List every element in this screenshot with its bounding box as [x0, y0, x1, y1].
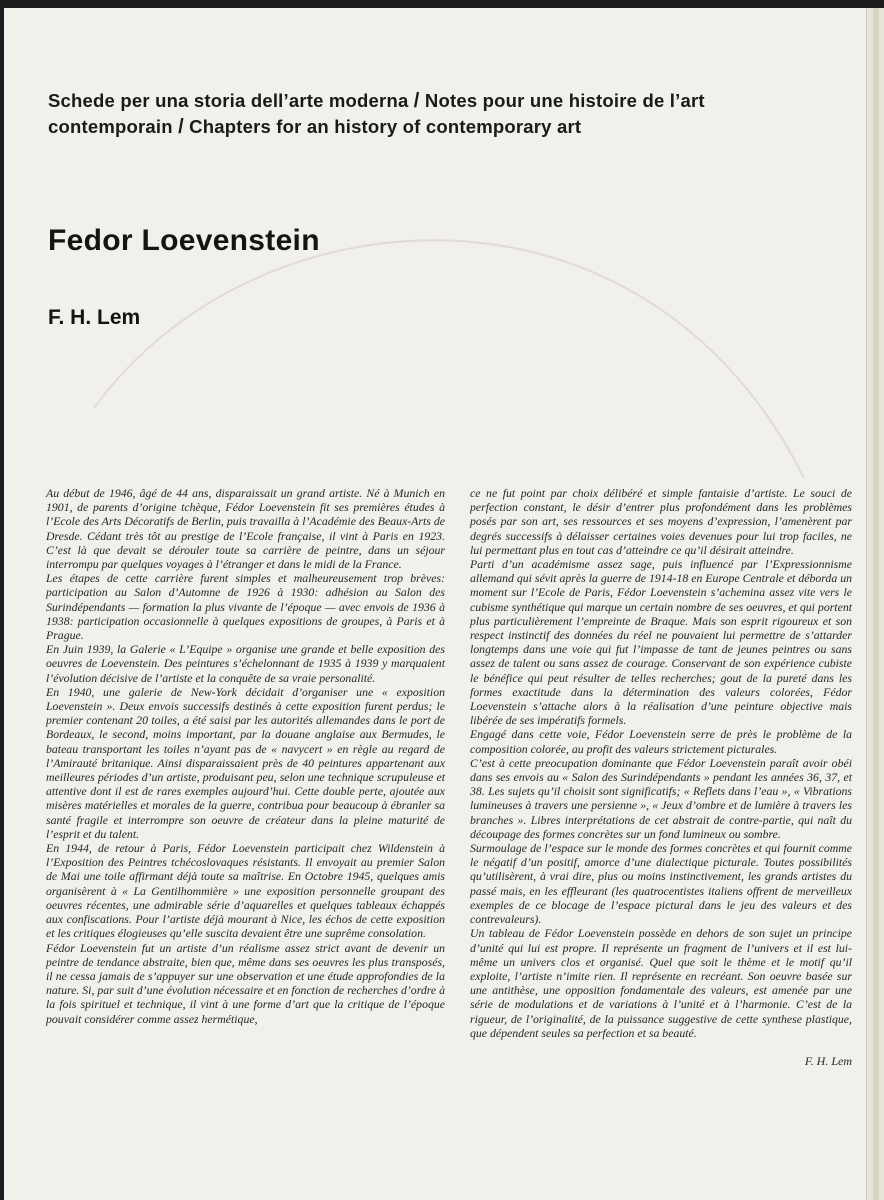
facing-page-edge — [866, 8, 884, 1200]
article-title: Fedor Loevenstein — [48, 224, 320, 257]
article-signature: F. H. Lem — [804, 1054, 852, 1068]
paragraph: En 1944, de retour à Paris, Fédor Loevenstein participait chez Wildenstein à l’Exposition des Peintres tchécoslovaques résistants. Il envoyait au premier Salon de Mai une toile affirmant déjà toute sa maîtrise. En Octobre 1945, quelques amis organisèrent à « La Gentilhommière » une exposition personnelle groupant des oeuvres récentes, une admirable série d’aquarelles et quelques tableaux échappés aux confiscations. Pour l’artiste déjà mourant à Nice, les échos de cette exposition et les critiques élogieuses qu’elle suscita devaient être une suprême consolation. — [46, 841, 445, 941]
series-title-italian: Schede per una storia dell’arte moderna — [48, 90, 409, 111]
series-title-french: Notes pour une histoire de l’art — [424, 90, 705, 111]
paragraph: En 1940, une galerie de New-York décidait d’organiser une « exposition Loevenstein ». Deux envois successifs destinés à cette exposition furent perdus; le premier contenant 20 toiles, a été saisi par les autorités allemandes dans le port de Bordeaux, le second, moins important, par la douane anglaise aux Bermudes, le bateau transportant les toiles n’ayant pas de « navycert » en règle au regard de l’Amirauté britanique. Ainsi disparaissaient près de 40 peintures appartenant aux meilleures périodes d’un artiste, produisant peu, selon une technique scrupuleuse et attentive dont il est de rares exemples aujourd’hui. Cette double perte, ajoutée aux misères matérielles et morales de la guerre, contribua pour beaucoup à ébranler sa santé fragile et interrompre son oeuvre de créateur dans la pleine maturité de l’esprit et du talent. — [46, 684, 445, 841]
page-edge-shadow — [873, 8, 879, 1200]
series-title-french-cont: contemporain — [48, 116, 173, 137]
paragraph: Au début de 1946, âgé de 44 ans, disparaissait un grand artiste. Né à Munich en 1901, de parents d’origine tchèque, Fédor Loevenstein fit ses premières études à l’Ecole des Arts Décoratifs de Berlin, puis travailla à l’Académie des Beaux-Arts de Dresde. Cédant très tôt au prestige de l’Ecole française, il vint à Paris en 1923. C’est là que devait se dérouler toute sa carrière de peintre, dans un séjour interrompu par quelques voyages à l’étranger et dans le midi de la France. — [46, 486, 445, 572]
series-header-line-2 — [48, 114, 808, 140]
separator-slash: / — [413, 90, 420, 112]
document-page — [4, 8, 866, 1200]
paragraph: En Juin 1939, la Galerie « L’Equipe » organise une grande et belle exposition des oeuvres de Loevenstein. Des peintures s’échelonnant de 1935 à 1939 y marquaient l’évolution décisive de l’artiste et la conquête de sa vraie personalité. — [46, 642, 445, 685]
series-title-english: Chapters for an history of contemporary art — [189, 116, 582, 137]
article-author: F. H. Lem — [48, 306, 141, 329]
paragraph: C’est à cette preocupation dominante que Fédor Loevenstein paraît avoir obéi dans ses envois au « Salon des Surindépendants » pendant les années 36, 37, et 38. Les sujets qu’il choisit sont significatifs; « Reflets dans l’eau », « Vibrations lumineuses à travers une persienne », « Jeux d’ombre et de lumière à travers les branches ». Libres interprétations de cet abstrait de contre-partie, qui naît du découpage des formes concrètes sur un fond lumineux ou sombre. — [470, 755, 852, 841]
separator-slash: / — [178, 116, 184, 138]
paragraph: Parti d’un académisme assez sage, puis influencé par l’Expressionnisme allemand qui sévit après la guerre de 1914-18 en Europe Centrale et déborda un moment sur l’Ecole de Paris, Fédor Loevenstein s’achemina assez vite vers le cubisme synthétique qui marque un certain nombre de ses oeuvres, et qui portent plus particulièrement l’empreinte de Braque. Mais son esprit rigoureux et son respect instinctif des données du réel ne pouvaient lui permettre de s’attarder longtemps dans une voie qui fut l’impasse de tant de jeunes peintres ou sans assez de talent ou sans assez de courage. Conservant de son expérience cubiste le bénéfice qui peut résulter de telles recherches; gout de la pureté dans les formes exactitude dans la détermination des valeurs colorées, Fédor Loevenstein s’attache alors à la réalisation d’une peinture objective mais libérée de ses impératifs formels. — [470, 557, 852, 728]
paragraph: Engagé dans cette voie, Fédor Loevenstein serre de près le problème de la composition colorée, au profit des valeurs strictement picturales. — [470, 727, 852, 756]
paragraph: Un tableau de Fédor Loevenstein possède en dehors de son sujet un principe d’unité qui lui est propre. Il représente un fragment de l’univers et il est lui-même un univers clos et organisé. Quel que soit le thème et le motif qu’il exploite, l’artiste n’imite rien. Il représente en recréant. Son oeuvre basée sur une antithèse, une opposition fondamentale des valeurs, est amenée par une série de modulations et de variations à l’unité et à l’harmonie. C’est de la rigueur, de l’originalité, de la puissance suggestive de cette synthese plastique, que dépendent seules sa perfection et sa beauté. — [470, 926, 852, 1040]
paragraph: Surmoulage de l’espace sur le monde des formes concrètes et qui fournit comme le négatif d’un positif, amorce d’une dialectique picturale. Toutes possibilités qu’utilisèrent, à vrai dire, plus ou moins instinctivement, les grands artistes du passé mais, en les effleurant (les quatrocentistes italiens offrent de merveilleux exemples de ce blocage de l’espace pictural dans le jeu des valeurs et des contrevaleurs). — [470, 841, 852, 927]
series-header — [48, 88, 808, 140]
paragraph: ce ne fut point par choix délibéré et simple fantaisie d’artiste. Le souci de perfection constant, le désir d’entrer plus profondément dans les problèmes posés par son art, ses ressources et ses moyens d’expression, l’amenèrent par degrés successifs à délaisser certaines voies devenues pour lui trop faciles, ne lui permettant plus en tout cas d’atteindre ce qu’il désirait atteindre. — [470, 486, 852, 557]
text-column-left — [46, 486, 445, 1026]
paragraph: Les étapes de cette carrière furent simples et malheureusement trop brèves: participation au Salon d’Automne de 1926 à 1930: adhésion au Salon des Surindépendants — formation la plus vivante de l’époque — avec envois de 1936 à 1938: participation occasionnelle à quelques expositions de groupes, à Paris et à Prague. — [46, 571, 445, 643]
text-column-right — [470, 486, 852, 1040]
series-header-line-1 — [48, 88, 808, 114]
paragraph: Fédor Loevenstein fut un artiste d’un réalisme assez strict avant de devenir un peintre de tendance abstraite, bien que, même dans ses oeuvres les plus transposés, il ne cessa jamais de s’appuyer sur une observation et une étude approfondies de la nature. Si, par suit d’une évolution nécessaire et en fonction de recherches d’ordre à la fois spirituel et technique, il vint à une forme d’art que la critique de l’époque pouvait considérer comme assez hermétique, — [46, 940, 445, 1026]
